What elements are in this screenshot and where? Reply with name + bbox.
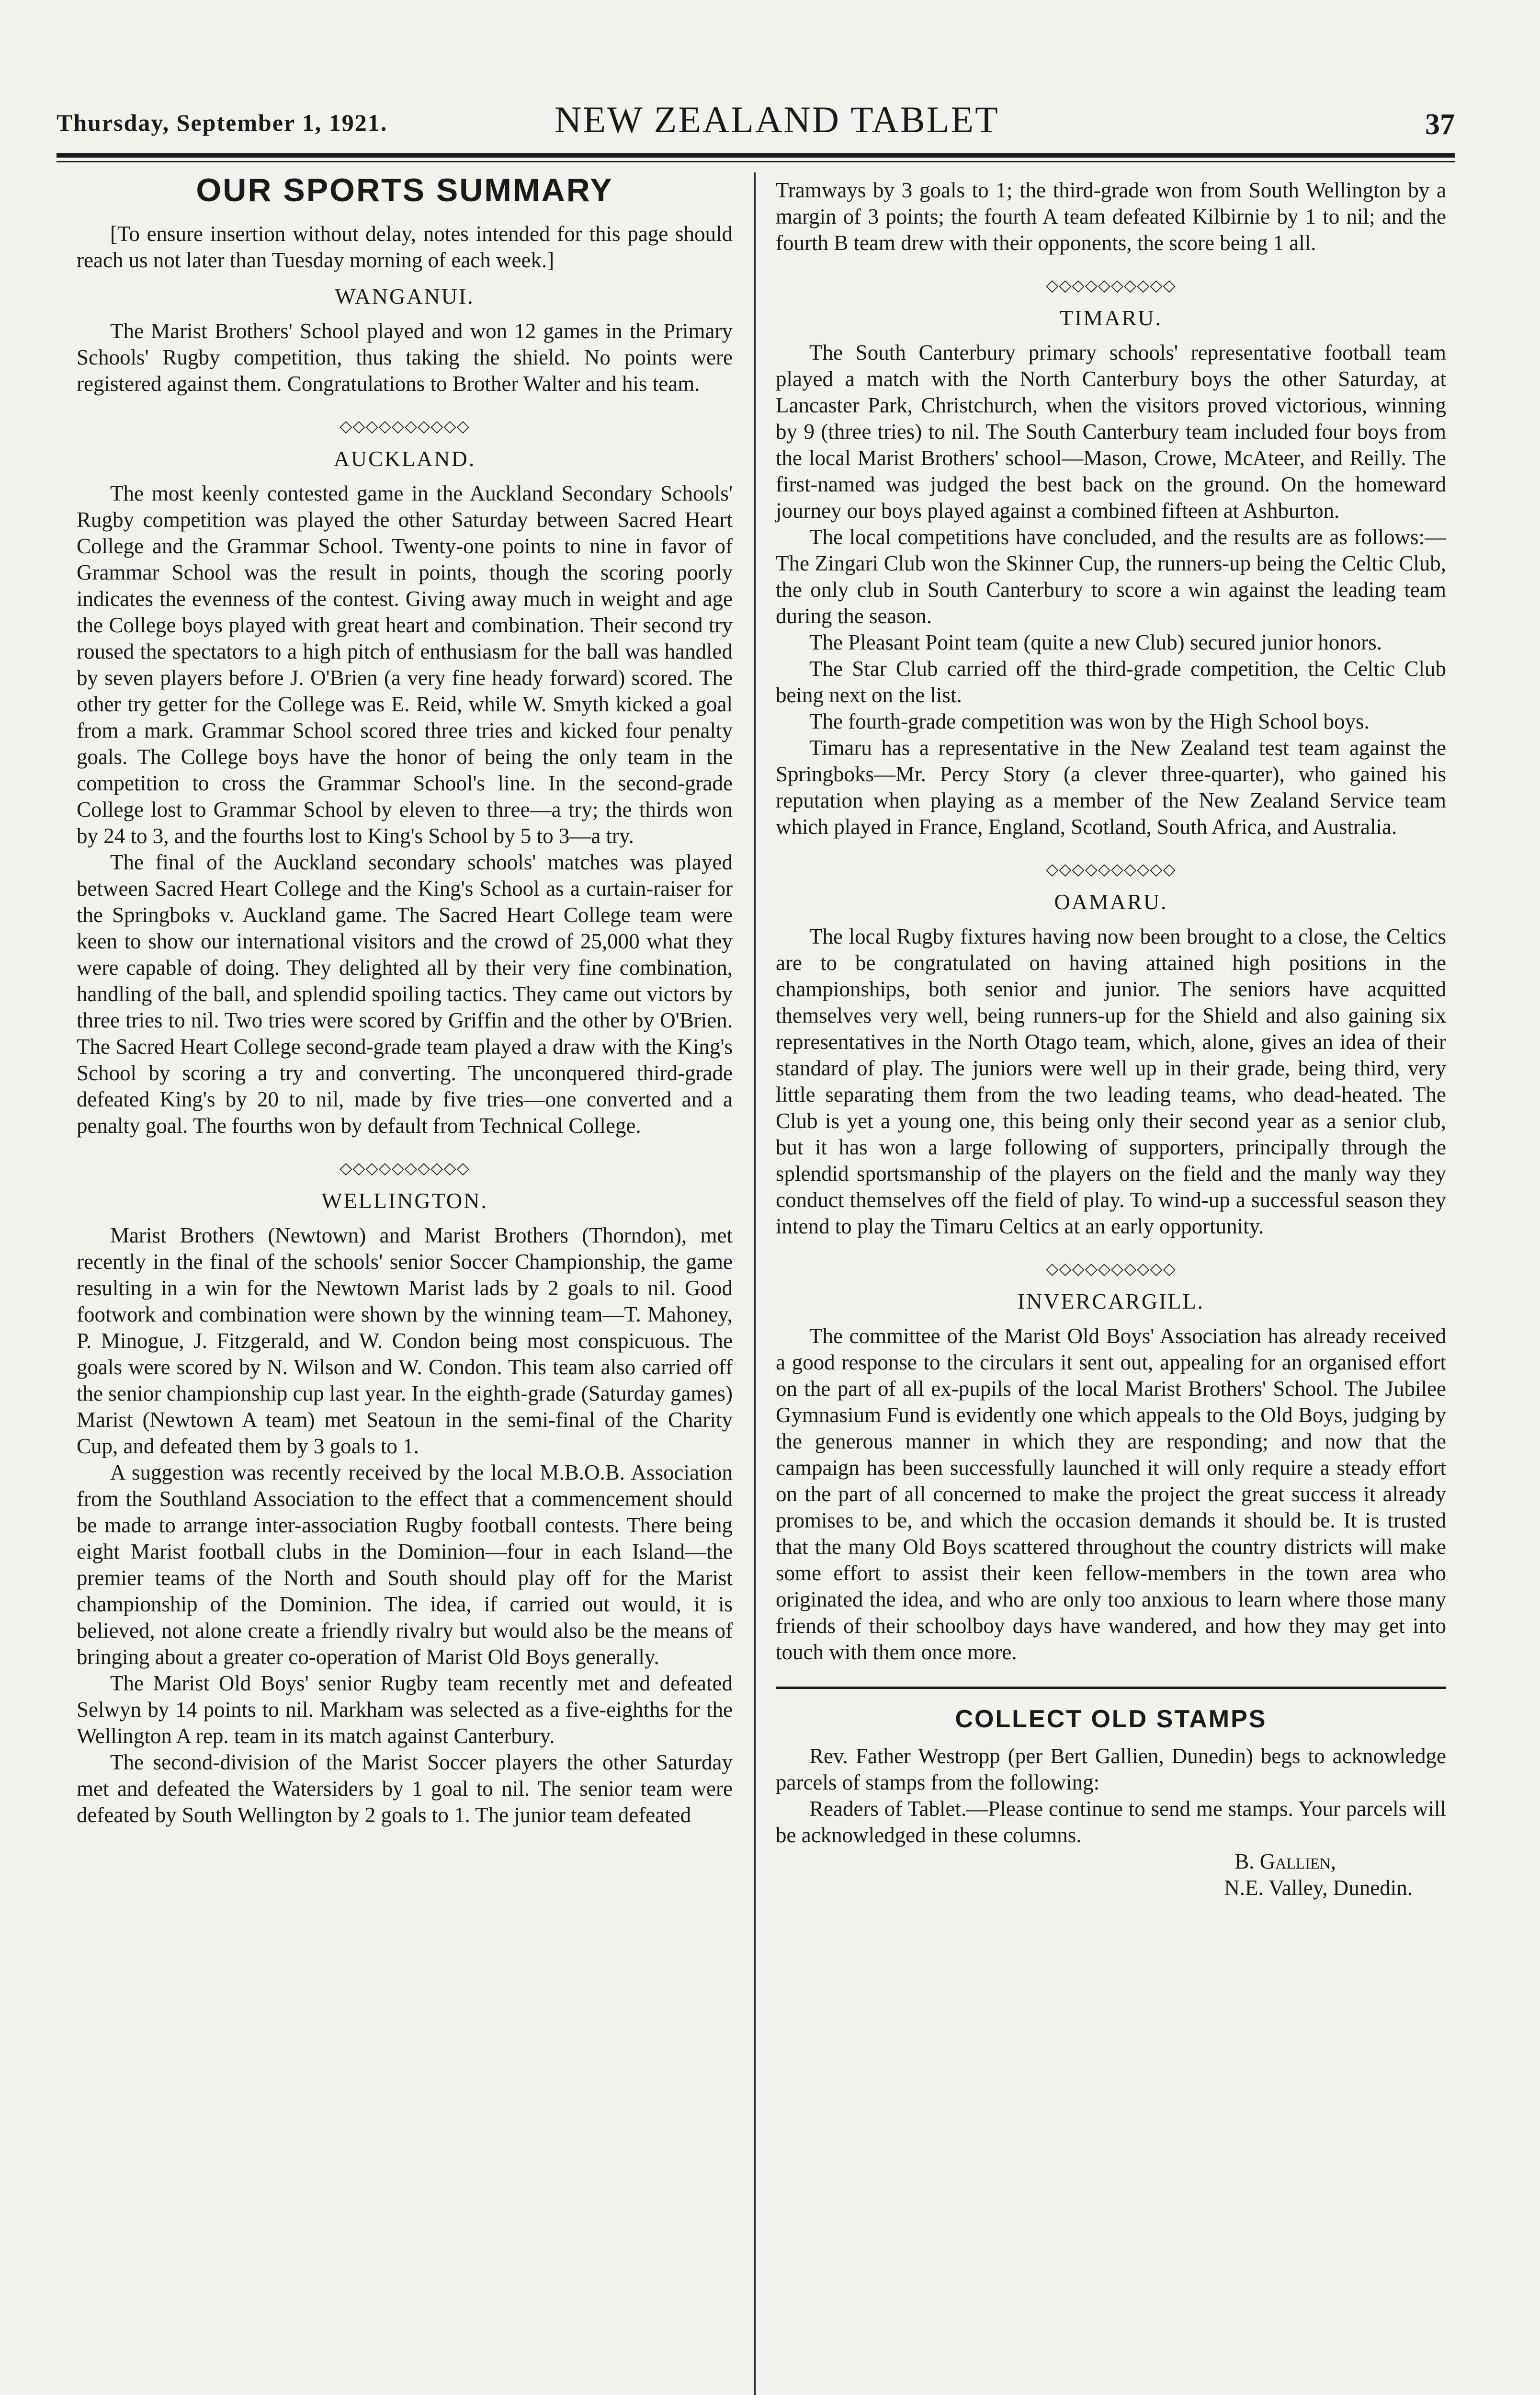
left-column [77, 172, 733, 1828]
section-ornament: ◇◇◇◇◇◇◇◇◇◇ [340, 418, 470, 435]
paragraph: The South Canterbury primary schools' representative football team played a match with the North Canterbury boys the other Saturday, at Lancaster Park, Christchurch, when the visitors proved victorious, winning by 9 (three tries) to nil. The South Canterbury team included four boys from the local Marist Brothers' school—Mason, Crowe, McAteer, and Reilly. The first-named was judged the best back on the ground. On the homeward journey our boys played against a combined fifteen at Ashburton. [776, 341, 1446, 523]
stamps-signature: B. Gallien, [1234, 1849, 1336, 1873]
section-ornament: ◇◇◇◇◇◇◇◇◇◇ [340, 1160, 470, 1177]
issue-date: Thursday, September 1, 1921. [57, 109, 388, 136]
column-divider [754, 172, 756, 2395]
paragraph: The second-division of the Marist Soccer players the other Saturday met and defeated the Watersiders by 1 goal to nil. The senior team were defeated by South Wellington by 2 goals to 1. The junior team defeated [77, 1750, 733, 1827]
paragraph: The final of the Auckland secondary schools' matches was played between Sacred Heart College and the King's School as a curtain-raiser for the Springboks v. Auckland game. The Sacred Heart College team were keen to show our international visitors and the crowd of 25,000 what they were capable of doing. They delighted all by their very fine combination, handling of the ball, and splendid spoiling tactics. They came out victors by three tries to nil. Two tries were scored by Griffin and the other by O'Brien. The Sacred Heart College second-grade team played a draw with the King's School by scoring a try and converting. The unconquered third-grade defeated King's by 20 to nil, made by five tries—one converted and a penalty goal. The fourths won by default from Technical College. [77, 850, 733, 1138]
paragraph: Marist Brothers (Newtown) and Marist Brothers (Thorndon), met recently in the final of the schools' senior Soccer Championship, the game resulting in a win for the Newtown Marist lads by 2 goals to nil. Good footwork and combination were shown by the winning team—T. Mahoney, P. Minogue, J. Fitzgerald, and W. Condon being most conspicuous. The goals were scored by N. Wilson and W. Condon. This team also carried off the senior championship cup last year. In the eighth-grade (Saturday games) Marist (Newtown A team) met Seatoun in the semi-final of the Charity Cup, and defeated them by 3 goals to 1. [77, 1223, 733, 1458]
paragraph: The Marist Brothers' School played and won 12 games in the Primary Schools' Rugby competition, thus taking the shield. No points were registered against them. Congratulations to Brother Walter and his team. [77, 319, 733, 396]
paragraph: The committee of the Marist Old Boys' Association has already received a good response to the circulars it sent out, appealing for an organised effort on the part of all ex-pupils of the local Marist Brothers' School. The Jubilee Gymnasium Fund is evidently one which appeals to the Old Boys, judging by the generous manner in which they are responding; and now that the campaign has been successfully launched it will only require a steady effort on the part of all concerned to make the project the great success it already promises to be, and which the occasion demands it should be. It is trusted that the many Old Boys scattered throughout the country districts will make some effort to assist their keen fellow-members in the town area who originated the idea, and who are only too anxious to learn where those many friends of their schoolboy days have wandered, and how they may get into touch with them once more. [776, 1324, 1446, 1664]
paragraph: The most keenly contested game in the Auckland Secondary Schools' Rugby competition was played the other Saturday between Sacred Heart College and the Grammar School. Twenty-one points to nine in favor of Grammar School was the result in points, though the scoring poorly indicates the evenness of the contest. Giving away much in weight and age the College boys played with great heart and combination. Their second try roused the spectators to a high pitch of enthusiasm for the ball was handled by seven players before J. O'Brien (a very fine heady forward) scored. The other try getter for the College was E. Reid, while W. Smyth kicked a goal from a mark. Grammar School scored three tries and kicked four penalty goals. The College boys have the honor of being the only team in the competition to cross the Grammar School's line. In the second-grade College lost to Grammar School by eleven to three—a try; the thirds won by 24 to 3, and the fourths lost to King's School by 5 to 3—a try. [77, 481, 733, 848]
page-header [57, 98, 1455, 151]
section-heading-wanganui: WANGANUI. [335, 284, 475, 308]
header-rule [57, 153, 1455, 158]
article-title: OUR SPORTS SUMMARY [196, 172, 613, 208]
section-heading-timaru: TIMARU. [1060, 306, 1162, 330]
section-heading-auckland: AUCKLAND. [333, 446, 476, 471]
stamps-request: Readers of Tablet.—Please continue to send me stamps. Your parcels will be acknowledged in these columns. [776, 1797, 1446, 1847]
publication-title: NEW ZEALAND TABLET [555, 99, 999, 140]
paragraph: The Marist Old Boys' senior Rugby team recently met and defeated Selwyn by 14 points to nil. Markham was selected as a five-eighths for the Wellington A rep. team in its match against Canterbury. [77, 1671, 733, 1748]
paragraph: The fourth-grade competition was won by the High School boys. [809, 709, 1370, 733]
paragraph: The local competitions have concluded, and the results are as follows:—The Zingari Club won the Skinner Cup, the runners-up being the Celtic Club, the only club in South Canterbury to score a win against the leading team during the season. [776, 525, 1446, 628]
stamps-address: N.E. Valley, Dunedin. [1224, 1876, 1413, 1900]
stamps-title: COLLECT OLD STAMPS [955, 1705, 1267, 1733]
page-number: 37 [1425, 108, 1455, 141]
section-heading-invercargill: INVERCARGILL. [1017, 1289, 1205, 1313]
paragraph: The Star Club carried off the third-grade competition, the Celtic Club being next on the list. [776, 657, 1446, 707]
editor-note: [To ensure insertion without delay, notes intended for this page should reach us not later than Tuesday morning of each week.] [77, 222, 733, 272]
section-heading-oamaru: OAMARU. [1054, 890, 1168, 914]
section-heading-wellington: WELLINGTON. [321, 1188, 488, 1213]
section-ornament: ◇◇◇◇◇◇◇◇◇◇ [1046, 1260, 1176, 1278]
paragraph: A suggestion was recently received by the local M.B.O.B. Association from the Southland Association to the effect that a commencement should be made to arrange inter-association Rugby football contests. There being eight Marist football clubs in the Dominion—four in each Island—the premier teams of the North and South should play off for the Marist championship of the Dominion. The idea, if carried out would, it is believed, not alone create a friendly rivalry but would also be the means of bringing about a greater co-operation of Marist Old Boys generally. [77, 1460, 733, 1669]
paragraph-continued: Tramways by 3 goals to 1; the third-grade won from South Wellington by a margin of 3 points; the fourth A team defeated Kilbirnie by 1 to nil; and the fourth B team drew with their opponents, the score being 1 all. [776, 178, 1446, 255]
stamps-acknowledgement: Rev. Father Westropp (per Bert Gallien, Dunedin) begs to acknowledge parcels of stamps from the following: [776, 1744, 1446, 1794]
paragraph: The local Rugby fixtures having now been brought to a close, the Celtics are to be congratulated on having attained high positions in the championships, both senior and junior. The seniors have acquitted themselves very well, being runners-up for the Shield and also gaining six representatives in the North Otago team, which, alone, gives an idea of their standard of play. The juniors were well up in their grade, being third, very little separating them from the two leading teams, who dead-heated. The Club is yet a young one, this being only their second year as a senior club, but it has won a large following of supporters, principally through the splendid sportsmanship of the players on the field and the manly way they conduct themselves off the field of play. To wind-up a successful season they intend to play the Timaru Celtics at an early opportunity. [776, 924, 1446, 1238]
header-rule-thin [57, 161, 1455, 162]
paragraph: Timaru has a representative in the New Zealand test team against the Springboks—Mr. Percy Story (a clever three-quarter), who gained his reputation when playing as a member of the New Zealand Service team which played in France, England, Scotland, South Africa, and Australia. [776, 736, 1446, 839]
paragraph: The Pleasant Point team (quite a new Club) secured junior honors. [809, 630, 1382, 654]
stamps-divider [776, 1687, 1446, 1689]
section-ornament: ◇◇◇◇◇◇◇◇◇◇ [1046, 861, 1176, 878]
section-ornament: ◇◇◇◇◇◇◇◇◇◇ [1046, 277, 1176, 295]
right-column [776, 177, 1446, 1901]
